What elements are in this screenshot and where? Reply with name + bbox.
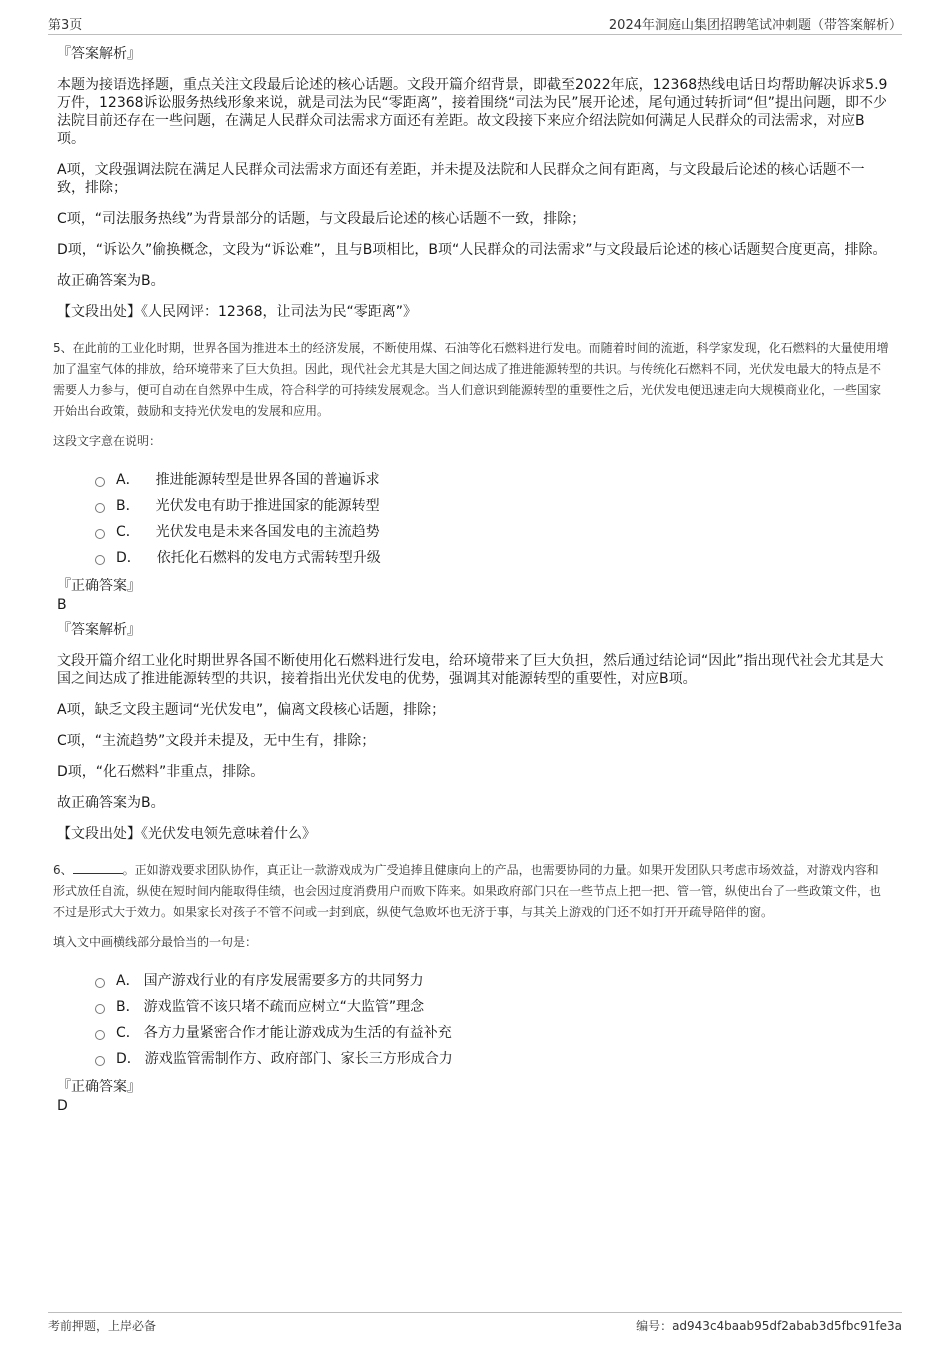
option-text: 依托化石燃料的发电方式需转型升级 [156,550,381,566]
option-letter: A． [116,472,140,488]
radio-icon[interactable] [95,503,105,513]
option-text: 推进能源转型是世界各国的普遍诉求 [155,472,380,488]
q6-answer-label: 『正确答案』 [57,1079,141,1095]
q6-text: 。正如游戏要求团队协作，真正让一款游戏成为广受追捧且健康向上的产品，也需要协同的力量。如果开发团队只考虑市场效益，对游戏内容和形式放任自流，纵使在短时间内能取得佳绩，也会因过度消费用户而败下阵来。如果政府部门只在一些节点上把一把、管一管，纵使出台了一些政策文件，也不过是形式大于效力。如果家长对孩子不管不问或一封到底，纵使气急败坏也无济于事，与其关上游戏的门还不如打开开疏导陪伴的窗。 [53,863,882,919]
q5-prompt: 这段文字意在说明： [53,434,162,448]
q6-number: 6、 [53,863,73,877]
q5-analysis-para: 文段开篇介绍工业化时期世界各国不断使用化石燃料进行发电，给环境带来了巨大负担，然后通过结论词“因此”指出现代社会尤其是大国之间达成了推进能源转型的共识，接着指出光伏发电的优势，强调其对能源转型的重要性，对应B项。 [57,653,884,687]
q6-stem [53,860,890,923]
page-number: 第3页 [48,18,83,33]
q5-options [95,467,890,571]
q4-analysis-para: C项，“司法服务热线”为背景部分的话题，与文段最后论述的核心话题不一致，排除； [57,211,586,227]
q5-option-c[interactable] [95,519,890,545]
radio-icon[interactable] [95,1056,105,1066]
q5-option-d[interactable] [95,545,890,571]
fill-blank [73,861,123,874]
option-letter: C． [116,1025,140,1041]
q4-analysis-para: 故正确答案为B。 [57,273,165,289]
q5-analysis-para: A项，缺乏文段主题词“光伏发电”，偏离文段核心话题，排除； [57,702,446,718]
option-letter: B． [116,498,140,514]
q5-source: 【文段出处】《光伏发电领先意味着什么》 [57,826,316,842]
option-letter: B． [116,999,140,1015]
q6-option-a[interactable] [95,968,890,994]
radio-icon[interactable] [95,1030,105,1040]
q5-option-b[interactable] [95,493,890,519]
q5-analysis-para: D项，“化石燃料”非重点，排除。 [57,764,265,780]
q4-analysis-section [57,44,890,321]
document-title: 2024年洞庭山集团招聘笔试冲刺题（带答案解析） [608,18,902,33]
question-6 [53,860,890,1115]
option-text: 光伏发电是未来各国发电的主流趋势 [155,524,380,540]
q6-options [95,968,890,1072]
document-code: 编号：ad943c4baab95df2abab3d5fbc91fe3a [636,1319,902,1333]
option-letter: D． [116,1051,141,1067]
option-text: 各方力量紧密合作才能让游戏成为生活的有益补充 [143,1025,452,1041]
page-header [48,14,902,35]
radio-icon[interactable] [95,555,105,565]
footer-slogan: 考前押题，上岸必备 [48,1319,157,1333]
radio-icon[interactable] [95,477,105,487]
q5-option-a[interactable] [95,467,890,493]
radio-icon[interactable] [95,978,105,988]
option-text: 游戏监管不该只堵不疏而应树立“大监管”理念 [143,999,425,1015]
q5-analysis-label: 『答案解析』 [57,622,141,638]
q4-analysis-label: 『答案解析』 [57,46,141,62]
radio-icon[interactable] [95,529,105,539]
option-letter: A． [116,973,140,989]
q4-analysis-para: D项，“诉讼久”偷换概念，文段为“诉讼难”，且与B项相比，B项“人民群众的司法需求”与文段最后论述的核心话题契合度更高，排除。 [57,242,887,258]
document-body [53,44,890,1121]
q5-analysis-para: 故正确答案为B。 [57,795,165,811]
option-text: 光伏发电有助于推进国家的能源转型 [155,498,380,514]
q6-prompt: 填入文中画横线部分最恰当的一句是： [53,935,258,949]
q6-option-b[interactable] [95,994,890,1020]
q6-answer: D [57,1098,68,1114]
q4-analysis-para: A项，文段强调法院在满足人民群众司法需求方面还有差距，并未提及法院和人民群众之间有距离，与文段最后论述的核心话题不一致，排除； [57,162,865,196]
q5-answer: B [57,597,67,613]
q4-source: 【文段出处】《人民网评：12368，让司法为民“零距离”》 [57,304,418,320]
radio-icon[interactable] [95,1004,105,1014]
option-text: 国产游戏行业的有序发展需要多方的共同努力 [143,973,424,989]
q5-analysis-para: C项，“主流趋势”文段并未提及，无中生有，排除； [57,733,376,749]
q4-analysis-para: 本题为接语选择题，重点关注文段最后论述的核心话题。文段开篇介绍背景，即截至2022年底，12368热线电话日均帮助解决诉求5.9万件，12368诉讼服务热线形象来说，就是司法为民“零距离”，接着围绕“司法为民”展开论述，尾句通过转折词“但”提出问题，即不少法院目前还存在一些问题，在满足人民群众司法需求方面还有差距。故文段接下来应介绍法院如何满足人民群众的司法需求，对应B项。 [57,77,888,147]
q6-option-c[interactable] [95,1020,890,1046]
option-letter: C． [116,524,140,540]
option-letter: D． [116,550,141,566]
q5-stem: 5、在此前的工业化时期，世界各国为推进本土的经济发展，不断使用煤、石油等化石燃料进行发电。而随着时间的流逝，科学家发现，化石燃料的大量使用增加了温室气体的排放，给环境带来了巨大负担。因此，现代社会尤其是大国之间达成了推进能源转型的共识。与传统化石燃料不同，光伏发电最大的特点是不需要人力参与，便可自动在自然界中生成，符合科学的可持续发展观念。当人们意识到能源转型的重要性之后，光伏发电便迅速走向大规模商业化，一些国家开始出台政策，鼓励和支持光伏发电的发展和应用。 [53,341,889,418]
q6-option-d[interactable] [95,1046,890,1072]
option-text: 游戏监管需制作方、政府部门、家长三方形成合力 [144,1051,453,1067]
question-5 [53,338,890,843]
page-footer [48,1312,902,1337]
q5-answer-label: 『正确答案』 [57,578,141,594]
